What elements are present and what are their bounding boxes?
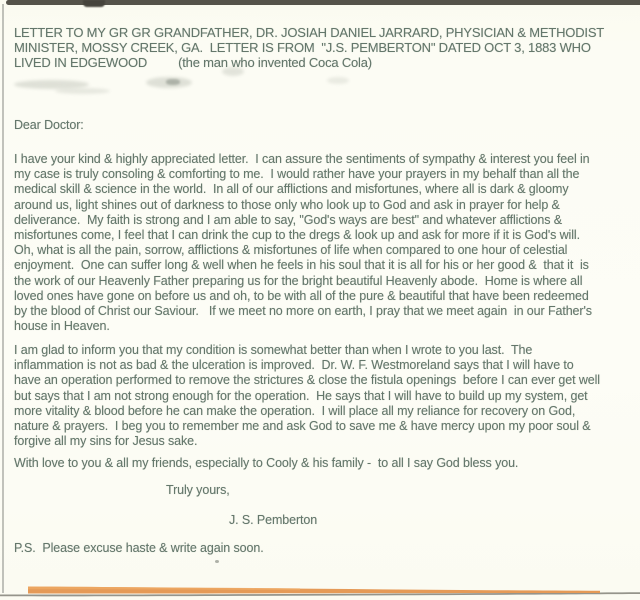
signature: J. S. Pemberton [229,513,318,527]
header-line3-text: LIVED IN EDGEWOOD [14,55,148,70]
letter-line: I am glad to inform you that my condition is somewhat better than when I wrote to you last. The [14,343,533,357]
letter-line: around us, light shines out of darkness to those only who look up to God and ask in prayer for help & [14,197,560,212]
salutation: Dear Doctor: [14,118,84,132]
letter-line: by the blood of Christ our Saviour. If we meet no more on earth, I pray that we meet again in our Father's [14,304,592,319]
letter-line: more vitality & blood before he can make the operation. I will place all my reliance for recovery on God, [14,403,576,418]
letter-line: enjoyment. One can suffer long & well when he feels in his soul that it is all for his or her good & that it is [14,258,589,273]
letter-line: my case is truly consoling & comforting to me. I would rather have your prayers in my behalf than all the [14,167,580,182]
header-line: MINISTER, MOSSY CREEK, GA. LETTER IS FROM "J.S. PEMBERTON" DATED OCT 3, 1883 WHO [14,40,591,55]
letter-line: deliverance. My faith is strong and I am able to say, "God's ways are best" and whatever afflictions & [14,212,562,227]
scan-speck [215,560,219,563]
letter-line: loved ones have gone on before us and oh, to be with all of the pure & beautiful that have been redeemed [14,288,589,303]
letter-line: nature & prayers. I beg you to remember me and ask God to save me & have mercy upon my poor soul & [14,419,591,434]
letter-line: misfortunes come, I feel that I can drink the cup to the dregs & look up and ask for more if it is God's will. [14,228,580,243]
header-parenthetical-note: (the man who invented Coca Cola) [178,55,372,70]
letter-line: house in Heaven. [14,319,110,334]
letter-line: With love to you & all my friends, especially to Cooly & his family - to all I say God bless you. [14,456,519,470]
letter-line: Oh, what is all the pain, sorrow, afflictions & misfortunes of life when compared to one hour of celestial [14,243,568,258]
scan-smudge [55,88,110,94]
letter-line: forgive all my sins for Jesus sake. [14,434,198,449]
postscript: P.S. Please excuse haste & write again soon. [14,541,264,555]
header-line [14,55,604,70]
letter-paragraph-2 [14,343,600,449]
scan-left-edge [2,4,4,593]
letter-line: medical skill & science in the world. In all of our afflictions and misfortunes, where all is dark & gloomy [14,182,569,197]
scan-top-edge-blob [83,0,105,7]
scan-smudge [166,79,180,85]
scan-bottom-edge [0,578,640,600]
letter-line: but says that I am not strong enough for the operation. He says that I will have to build up my system, get [14,388,588,403]
letter-paragraph-3 [14,456,518,471]
closing: Truly yours, [166,483,230,497]
letter-line: the work of our Heavenly Father preparing us for the bright beautiful Heavenly abode. Home is where all [14,273,583,288]
letter-line: have an operation performed to remove the strictures & close the fistula openings before I can ever get well [14,373,600,388]
scan-smudge [327,77,349,84]
letter-line: inflammation is not as bad & the ulceration is improved. Dr. W. F. Westmoreland says that I will have to [14,358,574,373]
header-line: LETTER TO MY GR GR GRANDFATHER, DR. JOSIAH DANIEL JARRARD, PHYSICIAN & METHODIST [14,25,605,40]
letter-paragraph-1 [14,152,592,334]
scan-smudge [222,67,244,76]
letter-header [14,25,604,70]
letter-line: I have your kind & highly appreciated letter. I can assure the sentiments of sympathy & interest you feel in [14,152,590,166]
